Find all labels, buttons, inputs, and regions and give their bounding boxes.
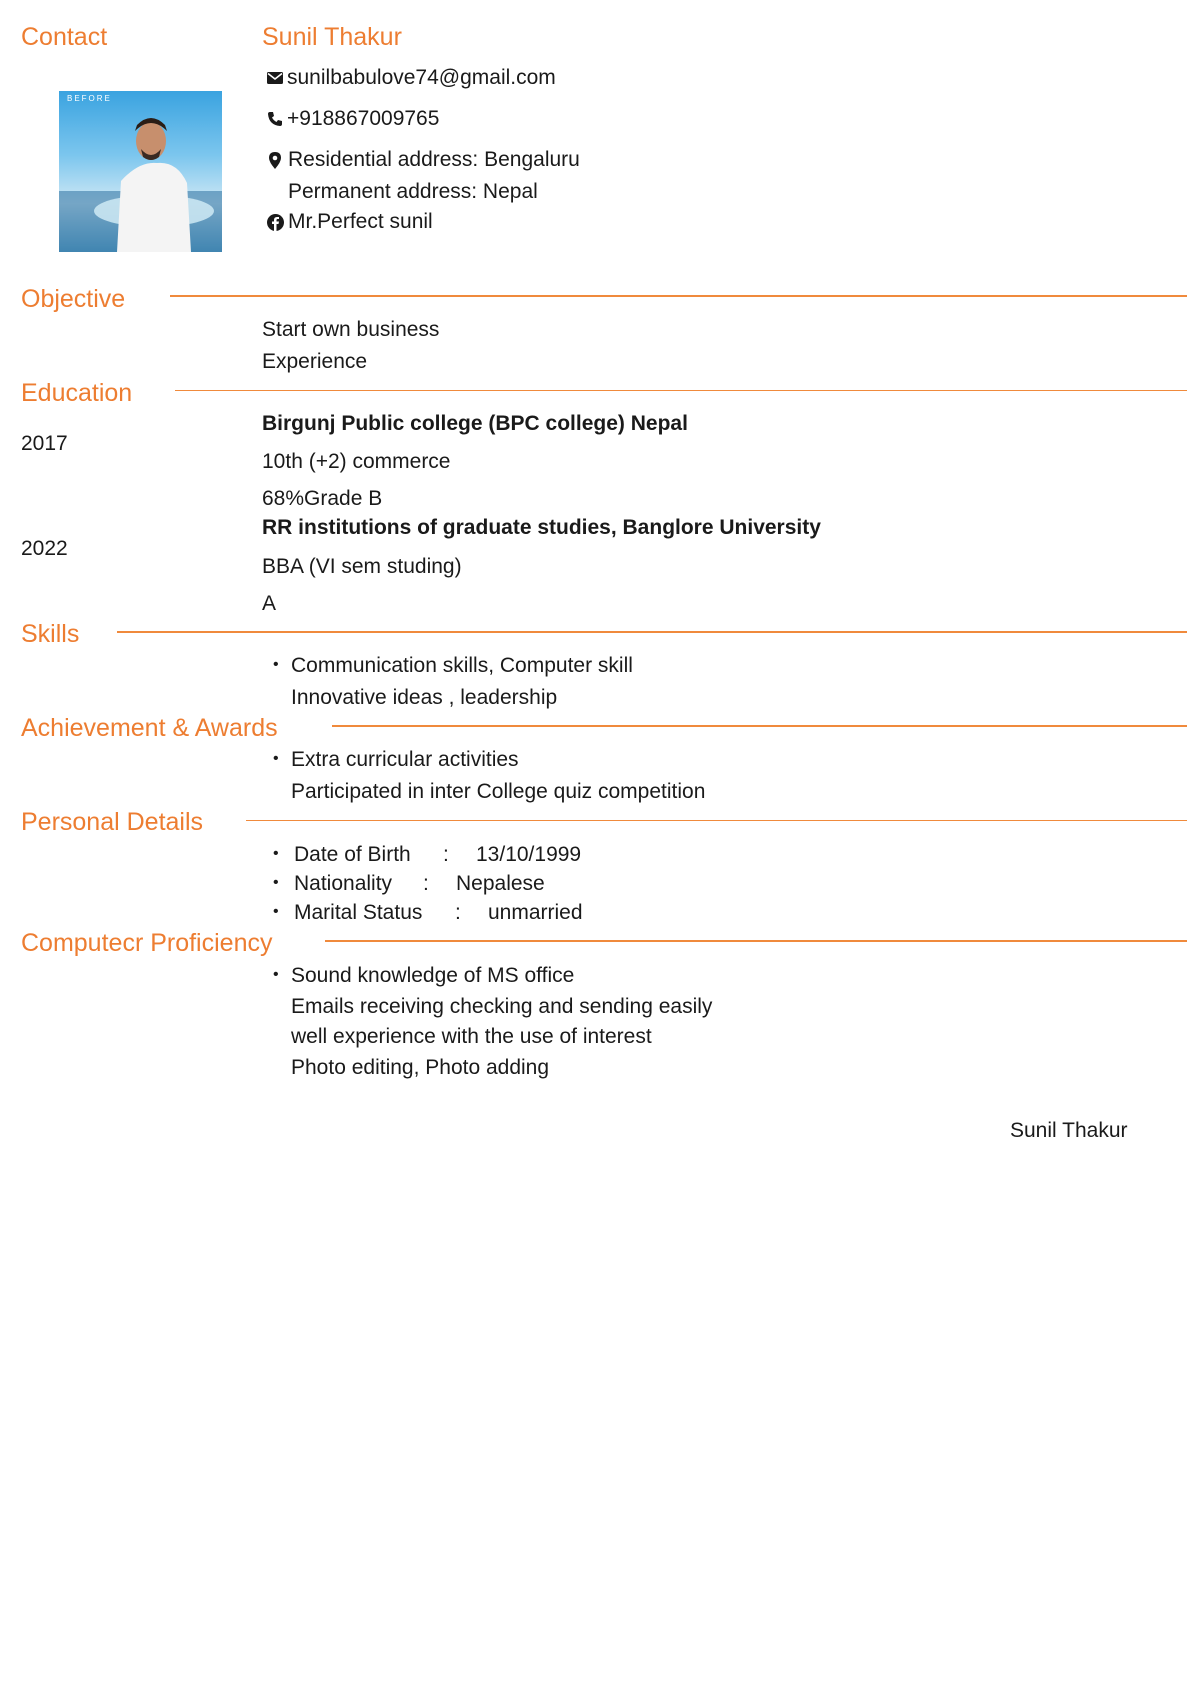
education-grade: 68%Grade B xyxy=(262,487,383,510)
facebook-profile[interactable]: Mr.Perfect sunil xyxy=(288,210,433,233)
nationality-value: Nepalese xyxy=(456,872,545,895)
dob-value: 13/10/1999 xyxy=(476,843,582,866)
education-grade: A xyxy=(262,592,277,615)
personal-rule xyxy=(246,820,1187,821)
objective-line: Experience xyxy=(262,350,368,373)
map-pin-icon xyxy=(266,151,284,169)
education-year: 2017 xyxy=(21,432,68,455)
candidate-name: Sunil Thakur xyxy=(262,23,402,51)
computer-rule xyxy=(325,940,1187,942)
education-institution: Birgunj Public college (BPC college) Nepal xyxy=(262,412,688,435)
education-rule xyxy=(175,390,1187,391)
education-heading: Education xyxy=(21,379,133,407)
education-year: 2022 xyxy=(21,537,68,560)
achievements-rule xyxy=(332,725,1187,727)
bullet-marker: • xyxy=(273,845,279,862)
bullet-marker: • xyxy=(273,874,279,891)
skills-line: Innovative ideas , leadership xyxy=(291,686,558,709)
achievements-heading: Achievement & Awards xyxy=(21,714,278,742)
phone-number[interactable]: +918867009765 xyxy=(287,107,440,130)
contact-heading: Contact xyxy=(21,23,108,51)
person-photo-graphic xyxy=(59,91,222,252)
bullet-marker: • xyxy=(273,966,279,983)
computer-line: Emails receiving checking and sending easily xyxy=(291,995,713,1018)
skills-heading: Skills xyxy=(21,620,80,648)
skills-rule xyxy=(117,631,1187,633)
education-institution: RR institutions of graduate studies, Banglore University xyxy=(262,516,821,539)
computer-line: well experience with the use of interest xyxy=(291,1025,652,1048)
achievements-line: Extra curricular activities xyxy=(291,748,519,771)
bullet-marker: • xyxy=(273,656,279,673)
phone-icon xyxy=(266,110,284,128)
envelope-icon xyxy=(266,69,284,87)
marital-label: Marital Status xyxy=(294,901,423,924)
education-degree: 10th (+2) commerce xyxy=(262,450,451,473)
signature-name: Sunil Thakur xyxy=(1010,1119,1128,1142)
bullet-marker: • xyxy=(273,903,279,920)
email-link[interactable]: sunilbabulove74@gmail.com xyxy=(287,66,556,89)
objective-rule xyxy=(170,295,1187,297)
nationality-label: Nationality xyxy=(294,872,393,895)
dob-label: Date of Birth xyxy=(294,843,411,866)
facebook-icon xyxy=(266,213,284,231)
computer-line: Photo editing, Photo adding xyxy=(291,1056,550,1079)
dob-separator: : xyxy=(443,843,449,866)
achievements-line: Participated in inter College quiz competition xyxy=(291,780,706,803)
computer-line: Sound knowledge of MS office xyxy=(291,964,575,987)
objective-heading: Objective xyxy=(21,285,126,313)
permanent-address: Permanent address: Nepal xyxy=(288,180,538,203)
residential-address: Residential address: Bengaluru xyxy=(288,148,580,171)
marital-value: unmarried xyxy=(488,901,583,924)
profile-photo xyxy=(59,91,222,252)
computer-heading: Computecr Proficiency xyxy=(21,929,273,957)
personal-heading: Personal Details xyxy=(21,808,204,836)
bullet-marker: • xyxy=(273,750,279,767)
skills-line: Communication skills, Computer skill xyxy=(291,654,633,677)
marital-separator: : xyxy=(455,901,461,924)
photo-banner-text: BEFORE xyxy=(67,94,112,103)
education-degree: BBA (VI sem studing) xyxy=(262,555,462,578)
objective-line: Start own business xyxy=(262,318,440,341)
nationality-separator: : xyxy=(423,872,429,895)
